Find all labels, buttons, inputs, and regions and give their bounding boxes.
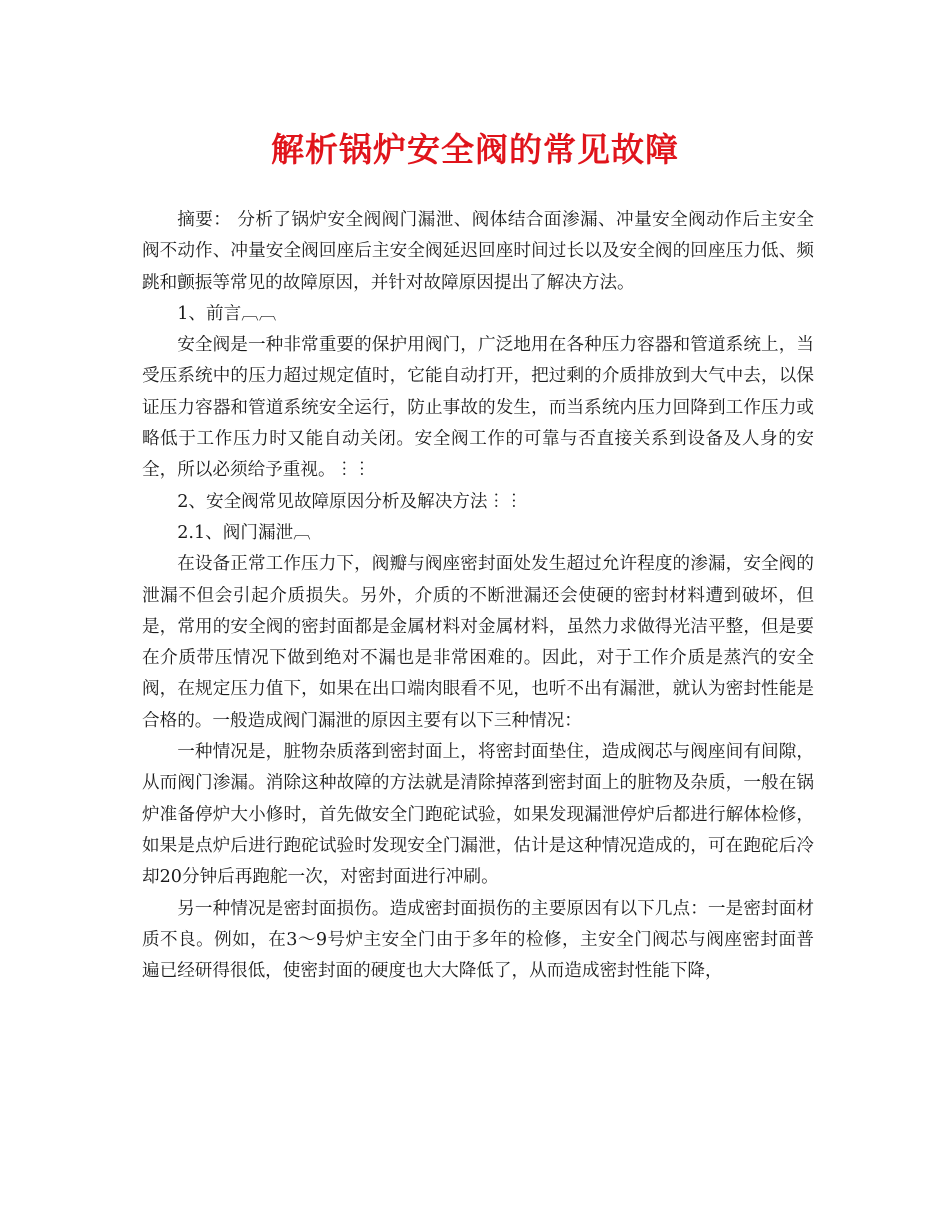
abstract-paragraph: 摘要： 分析了锅炉安全阀阀门漏泄、阀体结合面渗漏、冲量安全阀动作后主安全阀不动作、冲量安全阀回座后主安全阀延迟回座时间过长以及安全阀的回座压力低、频跳和颤振等常见的故障原因，并针对故障原因提出了解决方法。 <box>142 210 814 293</box>
body-paragraph: 另一种情况是密封面损伤。造成密封面损伤的主要原因有以下几点：一是密封面材质不良。例如，在3～9号炉主安全门由于多年的检修，主安全门阀芯与阀座密封面普遍已经研得很低，使密封面的硬度也大大降低了，从而造成密封性能下降， <box>142 898 814 982</box>
body-paragraph: 一种情况是，脏物杂质落到密封面上，将密封面垫住，造成阀芯与阀座间有间隙，从而阀门渗漏。消除这种故障的方法就是清除掉落到密封面上的脏物及杂质，一般在锅炉准备停炉大小修时，首先做安全门跑砣试验，如果发现漏泄停炉后都进行解体检修，如果是点炉后进行跑砣试验时发现安全门漏泄，估计是这种情况造成的，可在跑砣后冷却20分钟后再跑舵一次，对密封面进行冲刷。 <box>142 742 814 888</box>
document-title: 解析锅炉安全阀的常见故障 <box>271 130 679 169</box>
section-heading-1: 1、前言︹︹ <box>177 303 277 324</box>
section-heading-2: 2、安全阀常见故障原因分析及解决方法︙︙ <box>177 491 523 512</box>
body-paragraph: 安全阀是一种非常重要的保护用阀门，广泛地用在各种压力容器和管道系统上，当受压系统中的压力超过规定值时，它能自动打开，把过剩的介质排放到大气中去，以保证压力容器和管道系统安全运行，防止事故的发生，而当系统内压力回降到工作压力或略低于工作压力时又能自动关闭。安全阀工作的可靠与否直接关系到设备及人身的安全，所以必须给予重视。︙︙ <box>142 335 814 481</box>
body-paragraph: 在设备正常工作压力下，阀瓣与阀座密封面处发生超过允许程度的渗漏，安全阀的泄漏不但会引起介质损失。另外，介质的不断泄漏还会使硬的密封材料遭到破坏，但是，常用的安全阀的密封面都是金属材料对金属材料，虽然力求做得光洁平整，但是要在介质带压情况下做到绝对不漏也是非常困难的。因此，对于工作介质是蒸汽的安全阀，在规定压力值下，如果在出口端肉眼看不见，也听不出有漏泄，就认为密封性能是合格的。一般造成阀门漏泄的原因主要有以下三种情况： <box>142 554 814 731</box>
section-heading-2-1: 2.1、阀门漏泄︹ <box>177 522 311 543</box>
document-body <box>142 205 814 987</box>
